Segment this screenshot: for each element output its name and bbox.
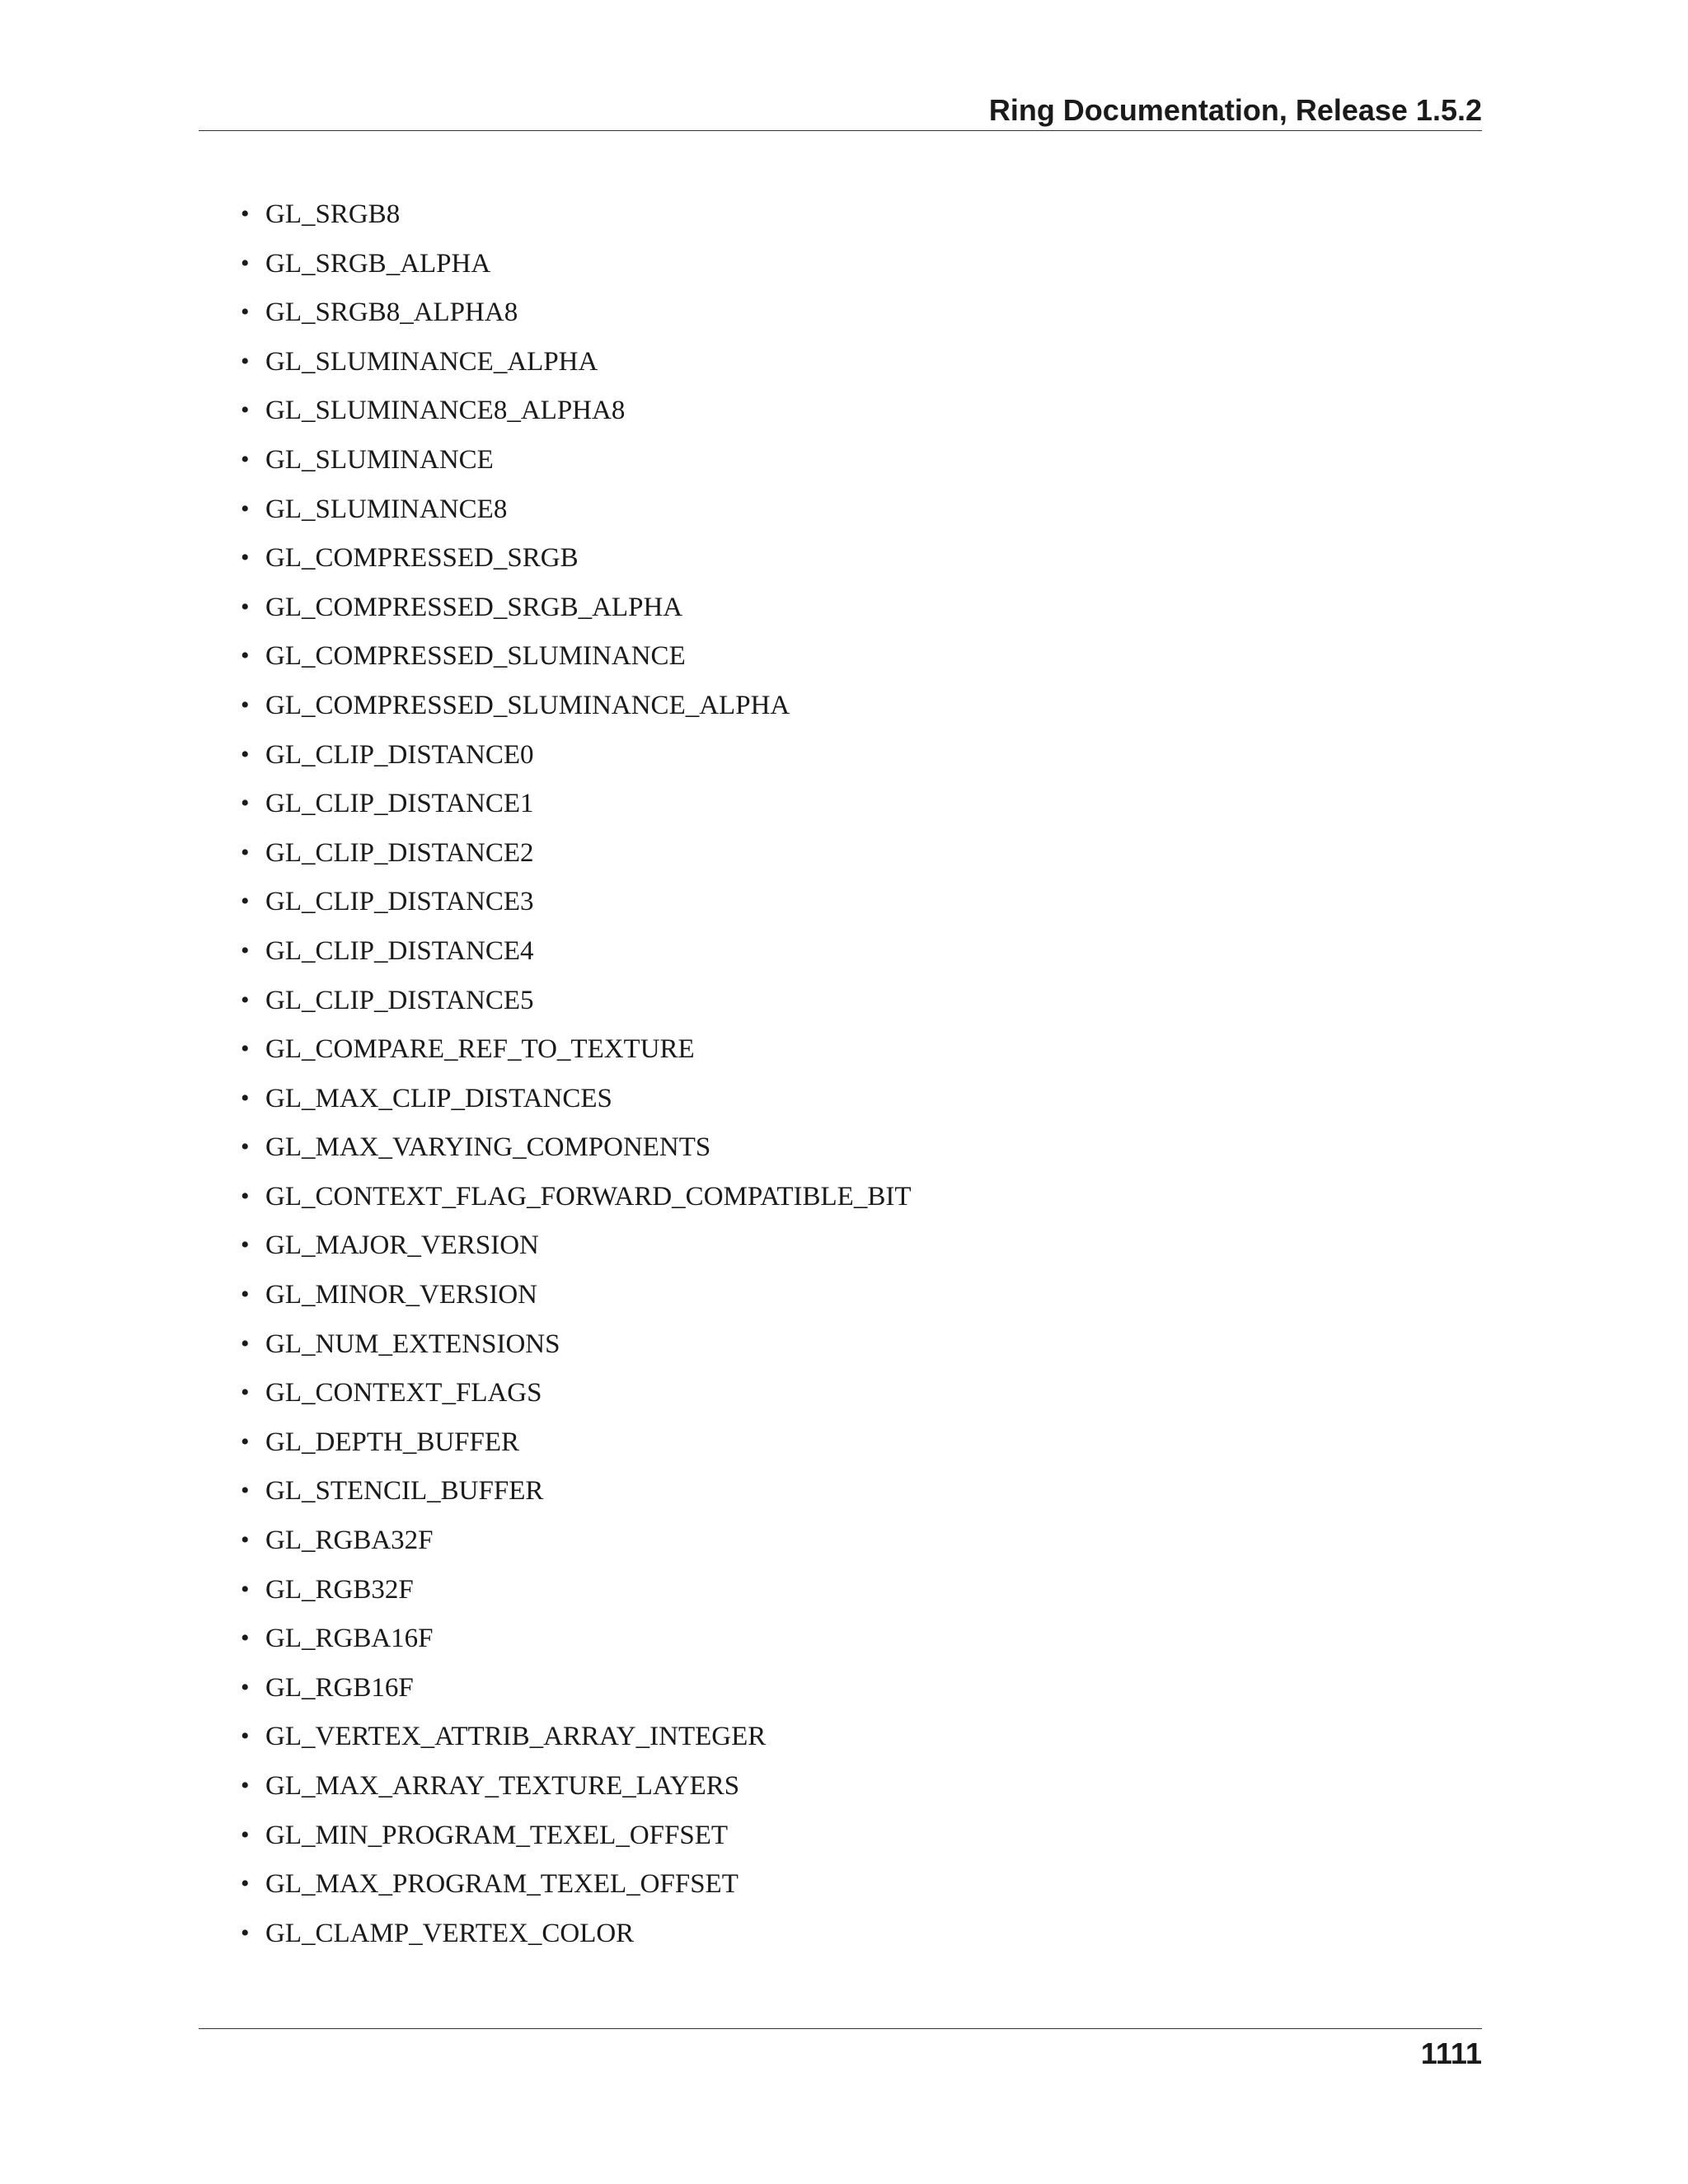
list-item [0,1278,1688,1328]
bullet-icon: • [241,1231,250,1259]
list-item [0,1474,1688,1524]
list-item [0,1524,1688,1573]
bullet-icon: • [241,445,250,473]
list-item-text: GL_CLIP_DISTANCE5 [265,985,534,1015]
list-item [0,1917,1688,1966]
list-item [0,935,1688,984]
list-item-text: GL_MAX_PROGRAM_TEXEL_OFFSET [265,1869,738,1900]
bullet-icon: • [241,593,250,621]
list-item-text: GL_COMPARE_REF_TO_TEXTURE [265,1034,695,1065]
list-item [0,1573,1688,1623]
list-item-text: GL_SLUMINANCE [265,444,494,475]
bullet-icon: • [241,1035,250,1063]
list-item-text: GL_STENCIL_BUFFER [265,1476,544,1507]
list-item-text: GL_CLAMP_VERTEX_COLOR [265,1918,635,1948]
list-item-text: GL_NUM_EXTENSIONS [265,1329,560,1359]
list-item [0,787,1688,837]
list-item [0,247,1688,297]
list-item [0,1720,1688,1769]
list-item [0,1622,1688,1671]
bullet-icon: • [241,1329,250,1357]
list-item-text: GL_SRGB8_ALPHA8 [265,298,518,328]
list-item [0,1769,1688,1819]
list-item-text: GL_RGBA16F [265,1624,434,1654]
bullet-icon: • [241,1379,250,1407]
list-item-text: GL_SLUMINANCE8_ALPHA8 [265,396,626,426]
list-item-text: GL_RGB32F [265,1574,414,1605]
list-item-text: GL_VERTEX_ATTRIB_ARRAY_INTEGER [265,1722,767,1752]
list-item [0,541,1688,591]
list-item [0,984,1688,1033]
header-rule [199,130,1482,131]
list-item [0,1131,1688,1180]
bullet-icon: • [241,1673,250,1701]
bullet-icon: • [241,790,250,818]
constant-list [0,198,1688,1966]
bullet-icon: • [241,1182,250,1210]
list-item-text: GL_CLIP_DISTANCE2 [265,837,534,868]
bullet-icon: • [241,1722,250,1750]
list-item-text: GL_SLUMINANCE_ALPHA [265,346,598,377]
bullet-icon: • [241,249,250,277]
bullet-icon: • [241,1575,250,1603]
bullet-icon: • [241,200,250,227]
list-item [0,198,1688,247]
bullet-icon: • [241,1870,250,1898]
bullet-icon: • [241,740,250,768]
list-item-text: GL_COMPRESSED_SRGB [265,543,579,574]
bullet-icon: • [241,1624,250,1652]
list-item [0,443,1688,493]
bullet-icon: • [241,986,250,1014]
list-item-text: GL_SRGB_ALPHA [265,248,491,279]
bullet-icon: • [241,1772,250,1799]
list-item-text: GL_CLIP_DISTANCE1 [265,789,534,819]
bullet-icon: • [241,1427,250,1455]
list-item-text: GL_MAJOR_VERSION [265,1230,539,1261]
list-item [0,1229,1688,1278]
list-item-text: GL_MIN_PROGRAM_TEXEL_OFFSET [265,1820,729,1850]
list-item-text: GL_CLIP_DISTANCE3 [265,887,534,917]
list-item [0,493,1688,542]
list-item [0,640,1688,689]
list-item [0,1868,1688,1917]
list-item [0,1671,1688,1721]
bullet-icon: • [241,1919,250,1947]
bullet-icon: • [241,396,250,424]
list-item [0,1033,1688,1082]
list-item-text: GL_CONTEXT_FLAG_FORWARD_COMPATIBLE_BIT [265,1181,912,1212]
list-item-text: GL_CLIP_DISTANCE4 [265,935,534,966]
list-item-text: GL_RGBA32F [265,1526,434,1556]
bullet-icon: • [241,494,250,523]
running-header-title: Ring Documentation, Release 1.5.2 [988,93,1482,127]
list-item [0,296,1688,345]
bullet-icon: • [241,298,250,326]
list-item-text: GL_COMPRESSED_SRGB_ALPHA [265,592,683,622]
list-item [0,345,1688,395]
list-item-text: GL_MINOR_VERSION [265,1280,537,1310]
bullet-icon: • [241,544,250,572]
list-item [0,837,1688,886]
list-item [0,1180,1688,1230]
bullet-icon: • [241,347,250,375]
list-item-text: GL_SLUMINANCE8 [265,494,508,524]
bullet-icon: • [241,642,250,670]
bullet-icon: • [241,1821,250,1849]
list-item-text: GL_COMPRESSED_SLUMINANCE [265,641,686,672]
list-item [0,1426,1688,1475]
bullet-icon: • [241,1477,250,1505]
list-item [0,1328,1688,1377]
bullet-icon: • [241,1084,250,1112]
bullet-icon: • [241,1133,250,1161]
bullet-icon: • [241,936,250,964]
list-item-text: GL_MAX_VARYING_COMPONENTS [265,1132,711,1163]
list-item [0,1819,1688,1868]
list-item [0,885,1688,935]
page-number: 1111 [1420,2036,1482,2070]
bullet-icon: • [241,888,250,916]
list-item-text: GL_MAX_CLIP_DISTANCES [265,1083,612,1113]
bullet-icon: • [241,691,250,719]
footer-rule [199,2028,1482,2029]
bullet-icon: • [241,1526,250,1554]
list-item [0,591,1688,640]
list-item [0,689,1688,738]
list-item-text: GL_COMPRESSED_SLUMINANCE_ALPHA [265,690,790,720]
list-item-text: GL_DEPTH_BUFFER [265,1427,520,1457]
list-item-text: GL_CLIP_DISTANCE0 [265,739,534,770]
list-item [0,738,1688,788]
list-item-text: GL_MAX_ARRAY_TEXTURE_LAYERS [265,1771,740,1801]
list-item [0,394,1688,443]
list-item [0,1082,1688,1132]
bullet-icon: • [241,838,250,866]
list-item-text: GL_CONTEXT_FLAGS [265,1378,542,1408]
bullet-icon: • [241,1281,250,1309]
list-item-text: GL_SRGB8 [265,199,401,229]
list-item-text: GL_RGB16F [265,1672,414,1703]
list-item [0,1376,1688,1426]
